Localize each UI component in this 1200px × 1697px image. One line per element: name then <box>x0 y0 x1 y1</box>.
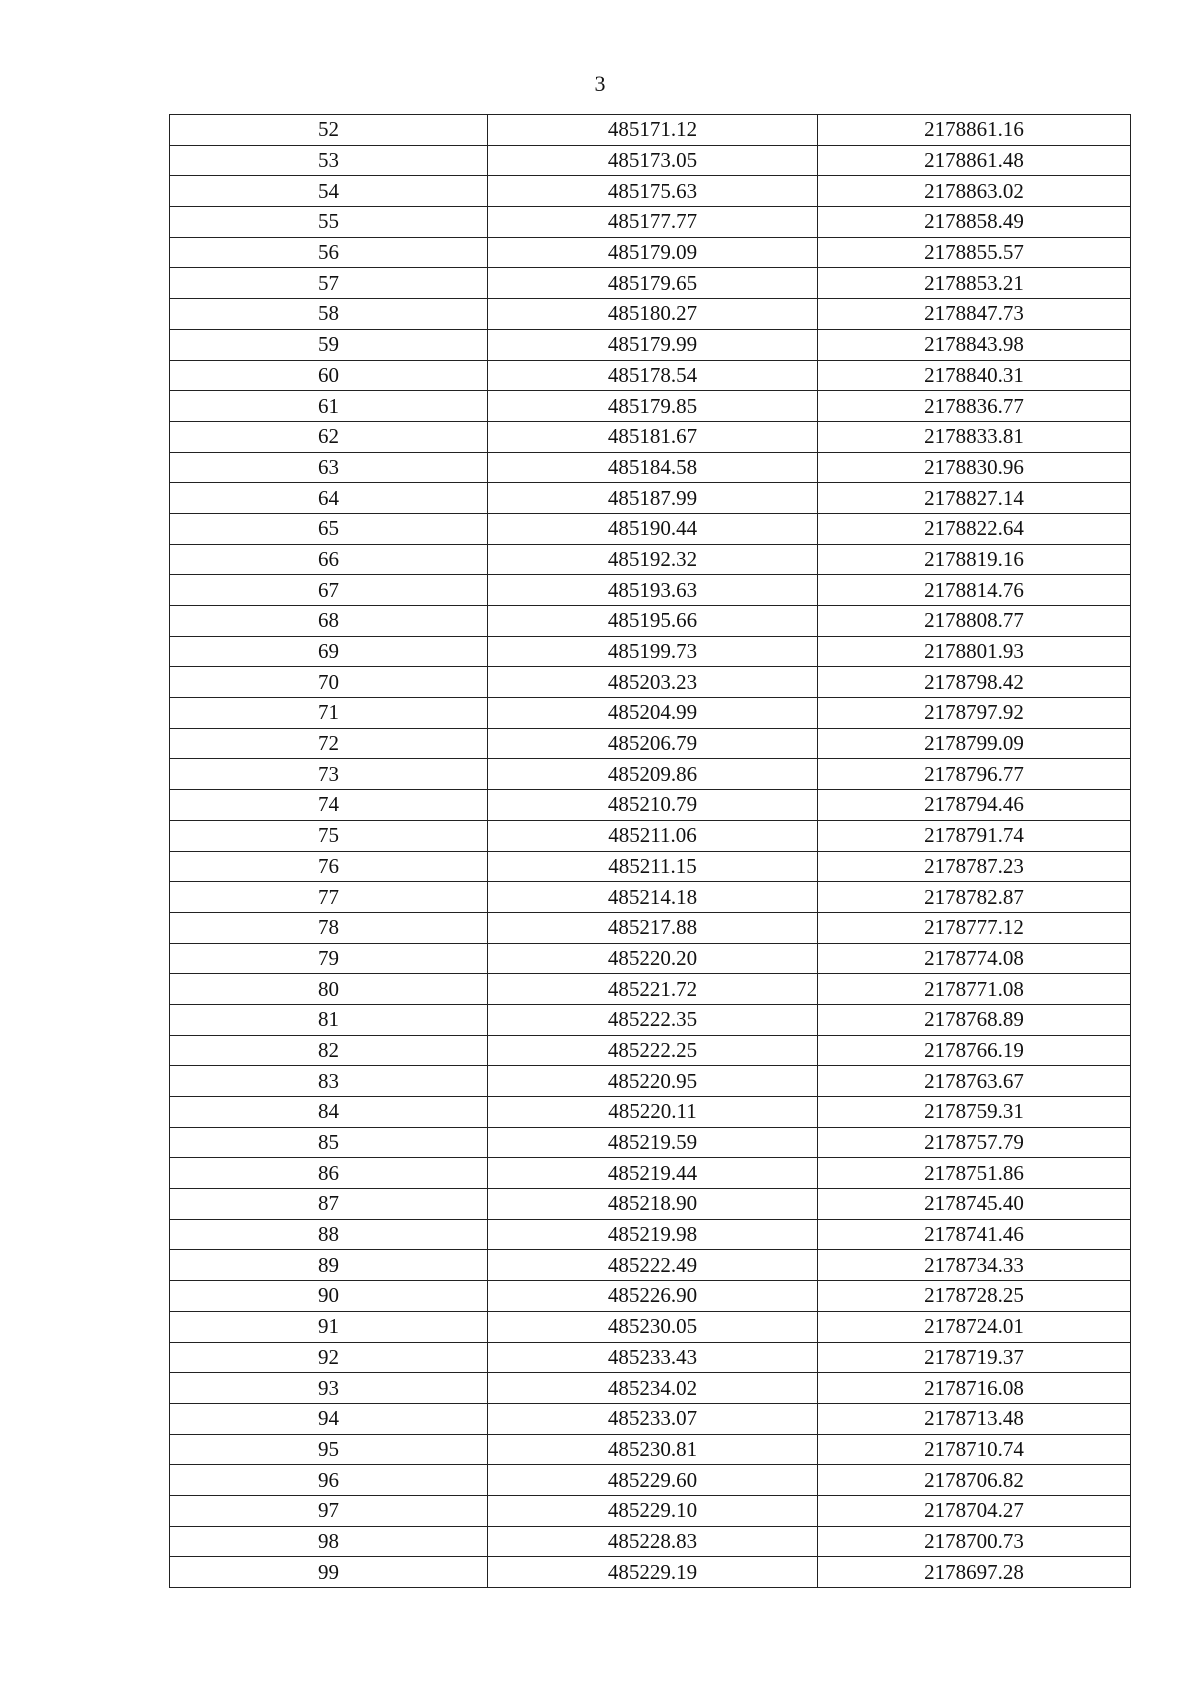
table-row <box>170 759 1131 790</box>
y-coordinate-cell: 2178822.64 <box>818 513 1131 544</box>
table-row <box>170 513 1131 544</box>
x-coordinate-cell: 485222.49 <box>488 1250 818 1281</box>
table-row <box>170 360 1131 391</box>
x-coordinate-cell: 485184.58 <box>488 452 818 483</box>
x-coordinate-cell: 485179.85 <box>488 391 818 422</box>
y-coordinate-cell: 2178777.12 <box>818 912 1131 943</box>
x-coordinate-cell: 485230.05 <box>488 1311 818 1342</box>
point-number-cell: 69 <box>170 636 488 667</box>
page-number: 3 <box>594 71 606 96</box>
point-number-cell: 88 <box>170 1219 488 1250</box>
y-coordinate-cell: 2178836.77 <box>818 391 1131 422</box>
point-number-cell: 89 <box>170 1250 488 1281</box>
y-coordinate-cell: 2178794.46 <box>818 790 1131 821</box>
x-coordinate-cell: 485219.44 <box>488 1158 818 1189</box>
table-row <box>170 237 1131 268</box>
x-coordinate-cell: 485220.95 <box>488 1066 818 1097</box>
x-coordinate-cell: 485171.12 <box>488 115 818 146</box>
x-coordinate-cell: 485195.66 <box>488 606 818 637</box>
table-row <box>170 452 1131 483</box>
y-coordinate-cell: 2178833.81 <box>818 421 1131 452</box>
y-coordinate-cell: 2178808.77 <box>818 606 1131 637</box>
y-coordinate-cell: 2178741.46 <box>818 1219 1131 1250</box>
y-coordinate-cell: 2178704.27 <box>818 1495 1131 1526</box>
point-number-cell: 91 <box>170 1311 488 1342</box>
y-coordinate-cell: 2178791.74 <box>818 820 1131 851</box>
table-row <box>170 790 1131 821</box>
table-row <box>170 1250 1131 1281</box>
point-number-cell: 84 <box>170 1097 488 1128</box>
y-coordinate-cell: 2178710.74 <box>818 1434 1131 1465</box>
x-coordinate-cell: 485217.88 <box>488 912 818 943</box>
y-coordinate-cell: 2178768.89 <box>818 1004 1131 1035</box>
x-coordinate-cell: 485187.99 <box>488 483 818 514</box>
y-coordinate-cell: 2178861.16 <box>818 115 1131 146</box>
x-coordinate-cell: 485180.27 <box>488 299 818 330</box>
y-coordinate-cell: 2178855.57 <box>818 237 1131 268</box>
y-coordinate-cell: 2178799.09 <box>818 728 1131 759</box>
x-coordinate-cell: 485233.43 <box>488 1342 818 1373</box>
table-row <box>170 728 1131 759</box>
y-coordinate-cell: 2178798.42 <box>818 667 1131 698</box>
point-number-cell: 86 <box>170 1158 488 1189</box>
y-coordinate-cell: 2178861.48 <box>818 145 1131 176</box>
point-number-cell: 75 <box>170 820 488 851</box>
y-coordinate-cell: 2178830.96 <box>818 452 1131 483</box>
y-coordinate-cell: 2178814.76 <box>818 575 1131 606</box>
y-coordinate-cell: 2178797.92 <box>818 698 1131 729</box>
table-row <box>170 1403 1131 1434</box>
table-row <box>170 1311 1131 1342</box>
point-number-cell: 96 <box>170 1465 488 1496</box>
x-coordinate-cell: 485226.90 <box>488 1281 818 1312</box>
x-coordinate-cell: 485210.79 <box>488 790 818 821</box>
x-coordinate-cell: 485173.05 <box>488 145 818 176</box>
point-number-cell: 92 <box>170 1342 488 1373</box>
point-number-cell: 53 <box>170 145 488 176</box>
point-number-cell: 54 <box>170 176 488 207</box>
point-number-cell: 63 <box>170 452 488 483</box>
y-coordinate-cell: 2178716.08 <box>818 1373 1131 1404</box>
x-coordinate-cell: 485206.79 <box>488 728 818 759</box>
y-coordinate-cell: 2178863.02 <box>818 176 1131 207</box>
table-row <box>170 636 1131 667</box>
x-coordinate-cell: 485229.10 <box>488 1495 818 1526</box>
x-coordinate-cell: 485175.63 <box>488 176 818 207</box>
y-coordinate-cell: 2178819.16 <box>818 544 1131 575</box>
x-coordinate-cell: 485220.20 <box>488 943 818 974</box>
point-number-cell: 82 <box>170 1035 488 1066</box>
x-coordinate-cell: 485230.81 <box>488 1434 818 1465</box>
table-row <box>170 544 1131 575</box>
table-row <box>170 820 1131 851</box>
table-row <box>170 1189 1131 1220</box>
x-coordinate-cell: 485203.23 <box>488 667 818 698</box>
point-number-cell: 65 <box>170 513 488 544</box>
x-coordinate-cell: 485199.73 <box>488 636 818 667</box>
point-number-cell: 83 <box>170 1066 488 1097</box>
y-coordinate-cell: 2178853.21 <box>818 268 1131 299</box>
point-number-cell: 98 <box>170 1526 488 1557</box>
table-row <box>170 421 1131 452</box>
x-coordinate-cell: 485204.99 <box>488 698 818 729</box>
y-coordinate-cell: 2178713.48 <box>818 1403 1131 1434</box>
table-row <box>170 882 1131 913</box>
table-row <box>170 329 1131 360</box>
point-number-cell: 61 <box>170 391 488 422</box>
x-coordinate-cell: 485220.11 <box>488 1097 818 1128</box>
table-row <box>170 1035 1131 1066</box>
point-number-cell: 78 <box>170 912 488 943</box>
table-row <box>170 606 1131 637</box>
x-coordinate-cell: 485179.09 <box>488 237 818 268</box>
x-coordinate-cell: 485222.25 <box>488 1035 818 1066</box>
x-coordinate-cell: 485234.02 <box>488 1373 818 1404</box>
table-row <box>170 1434 1131 1465</box>
table-row <box>170 943 1131 974</box>
y-coordinate-cell: 2178843.98 <box>818 329 1131 360</box>
point-number-cell: 73 <box>170 759 488 790</box>
table-row <box>170 1097 1131 1128</box>
table-row <box>170 1557 1131 1588</box>
table-row <box>170 1127 1131 1158</box>
point-number-cell: 81 <box>170 1004 488 1035</box>
point-number-cell: 59 <box>170 329 488 360</box>
x-coordinate-cell: 485211.06 <box>488 820 818 851</box>
point-number-cell: 68 <box>170 606 488 637</box>
table-row <box>170 1066 1131 1097</box>
table-row <box>170 483 1131 514</box>
point-number-cell: 60 <box>170 360 488 391</box>
x-coordinate-cell: 485211.15 <box>488 851 818 882</box>
point-number-cell: 70 <box>170 667 488 698</box>
y-coordinate-cell: 2178858.49 <box>818 207 1131 238</box>
x-coordinate-cell: 485190.44 <box>488 513 818 544</box>
y-coordinate-cell: 2178759.31 <box>818 1097 1131 1128</box>
x-coordinate-cell: 485209.86 <box>488 759 818 790</box>
table-row <box>170 851 1131 882</box>
point-number-cell: 87 <box>170 1189 488 1220</box>
x-coordinate-cell: 485179.65 <box>488 268 818 299</box>
table-row <box>170 207 1131 238</box>
point-number-cell: 58 <box>170 299 488 330</box>
point-number-cell: 97 <box>170 1495 488 1526</box>
point-number-cell: 67 <box>170 575 488 606</box>
coordinates-table <box>169 114 1131 1588</box>
x-coordinate-cell: 485229.60 <box>488 1465 818 1496</box>
x-coordinate-cell: 485221.72 <box>488 974 818 1005</box>
table-row <box>170 1219 1131 1250</box>
table-row <box>170 115 1131 146</box>
table-row <box>170 145 1131 176</box>
point-number-cell: 79 <box>170 943 488 974</box>
point-number-cell: 80 <box>170 974 488 1005</box>
y-coordinate-cell: 2178697.28 <box>818 1557 1131 1588</box>
y-coordinate-cell: 2178751.86 <box>818 1158 1131 1189</box>
y-coordinate-cell: 2178728.25 <box>818 1281 1131 1312</box>
x-coordinate-cell: 485179.99 <box>488 329 818 360</box>
table-row <box>170 176 1131 207</box>
table-row <box>170 575 1131 606</box>
table-row <box>170 391 1131 422</box>
table-row <box>170 1281 1131 1312</box>
y-coordinate-cell: 2178719.37 <box>818 1342 1131 1373</box>
table-row <box>170 698 1131 729</box>
x-coordinate-cell: 485218.90 <box>488 1189 818 1220</box>
point-number-cell: 85 <box>170 1127 488 1158</box>
coordinates-table-body <box>170 115 1131 1588</box>
x-coordinate-cell: 485181.67 <box>488 421 818 452</box>
x-coordinate-cell: 485178.54 <box>488 360 818 391</box>
x-coordinate-cell: 485192.32 <box>488 544 818 575</box>
table-row <box>170 1465 1131 1496</box>
x-coordinate-cell: 485229.19 <box>488 1557 818 1588</box>
y-coordinate-cell: 2178700.73 <box>818 1526 1131 1557</box>
y-coordinate-cell: 2178827.14 <box>818 483 1131 514</box>
y-coordinate-cell: 2178724.01 <box>818 1311 1131 1342</box>
point-number-cell: 62 <box>170 421 488 452</box>
x-coordinate-cell: 485214.18 <box>488 882 818 913</box>
point-number-cell: 90 <box>170 1281 488 1312</box>
table-row <box>170 912 1131 943</box>
y-coordinate-cell: 2178847.73 <box>818 299 1131 330</box>
x-coordinate-cell: 485219.98 <box>488 1219 818 1250</box>
point-number-cell: 64 <box>170 483 488 514</box>
y-coordinate-cell: 2178763.67 <box>818 1066 1131 1097</box>
table-row <box>170 667 1131 698</box>
y-coordinate-cell: 2178734.33 <box>818 1250 1131 1281</box>
y-coordinate-cell: 2178757.79 <box>818 1127 1131 1158</box>
point-number-cell: 56 <box>170 237 488 268</box>
table-row <box>170 1495 1131 1526</box>
table-row <box>170 1342 1131 1373</box>
x-coordinate-cell: 485219.59 <box>488 1127 818 1158</box>
table-row <box>170 1158 1131 1189</box>
point-number-cell: 52 <box>170 115 488 146</box>
y-coordinate-cell: 2178774.08 <box>818 943 1131 974</box>
point-number-cell: 99 <box>170 1557 488 1588</box>
point-number-cell: 74 <box>170 790 488 821</box>
point-number-cell: 57 <box>170 268 488 299</box>
y-coordinate-cell: 2178771.08 <box>818 974 1131 1005</box>
y-coordinate-cell: 2178801.93 <box>818 636 1131 667</box>
point-number-cell: 72 <box>170 728 488 759</box>
point-number-cell: 66 <box>170 544 488 575</box>
table-row <box>170 1526 1131 1557</box>
table-row <box>170 1004 1131 1035</box>
x-coordinate-cell: 485228.83 <box>488 1526 818 1557</box>
table-row <box>170 299 1131 330</box>
y-coordinate-cell: 2178782.87 <box>818 882 1131 913</box>
table-row <box>170 974 1131 1005</box>
y-coordinate-cell: 2178787.23 <box>818 851 1131 882</box>
x-coordinate-cell: 485193.63 <box>488 575 818 606</box>
y-coordinate-cell: 2178796.77 <box>818 759 1131 790</box>
table-row <box>170 268 1131 299</box>
x-coordinate-cell: 485177.77 <box>488 207 818 238</box>
point-number-cell: 55 <box>170 207 488 238</box>
point-number-cell: 71 <box>170 698 488 729</box>
table-row <box>170 1373 1131 1404</box>
y-coordinate-cell: 2178706.82 <box>818 1465 1131 1496</box>
y-coordinate-cell: 2178840.31 <box>818 360 1131 391</box>
point-number-cell: 93 <box>170 1373 488 1404</box>
point-number-cell: 94 <box>170 1403 488 1434</box>
point-number-cell: 76 <box>170 851 488 882</box>
x-coordinate-cell: 485222.35 <box>488 1004 818 1035</box>
y-coordinate-cell: 2178745.40 <box>818 1189 1131 1220</box>
point-number-cell: 95 <box>170 1434 488 1465</box>
point-number-cell: 77 <box>170 882 488 913</box>
y-coordinate-cell: 2178766.19 <box>818 1035 1131 1066</box>
x-coordinate-cell: 485233.07 <box>488 1403 818 1434</box>
